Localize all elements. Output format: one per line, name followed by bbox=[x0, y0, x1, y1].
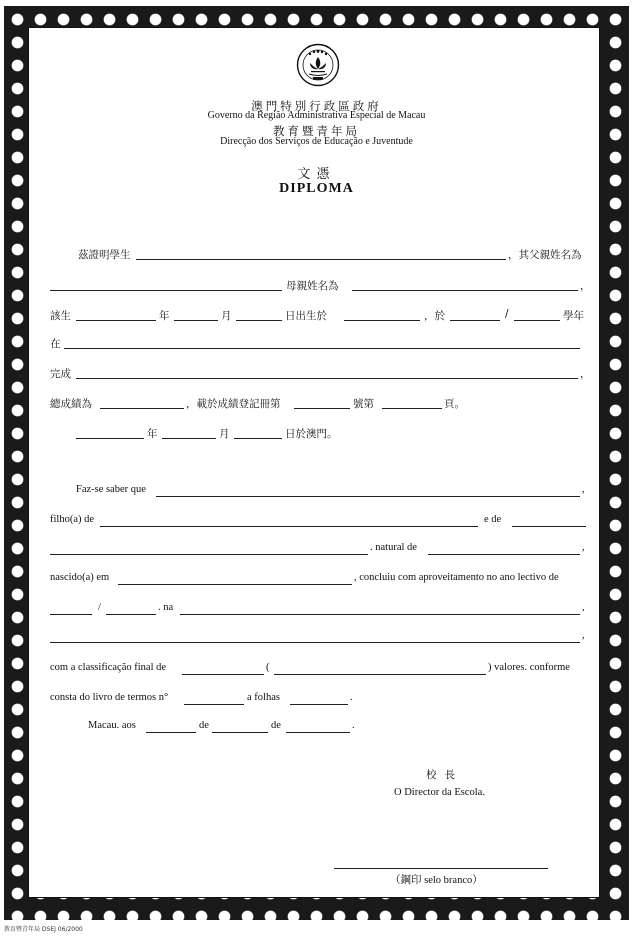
punct: ， bbox=[580, 280, 591, 292]
field-birth-year[interactable] bbox=[76, 320, 156, 321]
slash: / bbox=[505, 308, 509, 320]
field-birthplace-pt[interactable] bbox=[428, 554, 580, 555]
punct: . bbox=[352, 720, 355, 731]
label-father: ，其父親姓名為 bbox=[508, 249, 582, 261]
gov-title-zh: 澳門特別行政區政府 bbox=[251, 99, 382, 113]
punct: , bbox=[582, 630, 585, 641]
punct: ， bbox=[580, 368, 591, 380]
field-student-name[interactable] bbox=[136, 259, 506, 260]
field-year-end[interactable] bbox=[514, 320, 560, 321]
label-macau-aos: Macau. aos bbox=[88, 720, 136, 731]
label-nascido-em: nascido(a) em bbox=[50, 572, 110, 583]
label-e-de: e de bbox=[484, 514, 502, 525]
form-code: 教育暨青年局 DSEJ 06/2000 bbox=[4, 926, 83, 933]
principal-title-pt: O Director da Escola. bbox=[394, 787, 485, 798]
field-grade-words[interactable] bbox=[274, 674, 486, 675]
diploma-title-zh: 文憑 bbox=[297, 167, 336, 182]
field-birthplace[interactable] bbox=[344, 320, 420, 321]
label-filho-de: filho(a) de bbox=[50, 514, 95, 525]
field-folha-no[interactable] bbox=[290, 704, 348, 705]
label-mother: 母親姓名為 bbox=[286, 280, 339, 292]
label-page: 頁。 bbox=[444, 398, 465, 410]
label-concluiu: , concluiu com aproveitamento no ano lectivo de bbox=[354, 572, 559, 583]
label-born-in: 日出生於 bbox=[285, 310, 327, 322]
field-course-pt[interactable] bbox=[50, 642, 580, 643]
label-na: . na bbox=[158, 602, 174, 613]
field-course[interactable] bbox=[76, 378, 578, 379]
field-mother-name[interactable] bbox=[352, 290, 578, 291]
slash: / bbox=[98, 602, 101, 613]
field-issue-day-pt[interactable] bbox=[146, 732, 196, 733]
seal-label: （鋼印 selo branco） bbox=[390, 875, 483, 886]
label-school-year: 學年 bbox=[563, 310, 584, 322]
field-birth-month[interactable] bbox=[174, 320, 218, 321]
label-year: 年 bbox=[147, 428, 158, 440]
field-grade-number[interactable] bbox=[182, 674, 264, 675]
punct: , bbox=[582, 602, 585, 613]
label-in-macau: 日於澳門。 bbox=[285, 428, 338, 440]
dept-title-zh: 教育暨青年局 bbox=[273, 124, 360, 138]
field-book-no[interactable] bbox=[184, 704, 244, 705]
field-page-no[interactable] bbox=[382, 408, 442, 409]
macau-emblem-icon bbox=[296, 43, 340, 87]
field-school-pt[interactable] bbox=[180, 614, 580, 615]
label-de: de bbox=[271, 720, 281, 731]
field-issue-month-pt[interactable] bbox=[212, 732, 268, 733]
field-issue-day[interactable] bbox=[234, 438, 282, 439]
diploma-sheet bbox=[28, 27, 600, 898]
field-issue-year[interactable] bbox=[76, 438, 144, 439]
label-student-born: 該生 bbox=[50, 310, 71, 322]
field-lective-start[interactable] bbox=[50, 614, 92, 615]
label-month: 月 bbox=[221, 310, 232, 322]
label-completed: 完成 bbox=[50, 368, 71, 380]
label-year: 年 bbox=[159, 310, 170, 322]
label-final-grade: 總成績為 bbox=[50, 398, 92, 410]
field-father-name[interactable] bbox=[50, 290, 282, 291]
label-number: 號第 bbox=[353, 398, 374, 410]
field-lective-end[interactable] bbox=[106, 614, 156, 615]
field-issue-year-pt[interactable] bbox=[286, 732, 350, 733]
gov-title-pt: Governo da Região Administrativa Especial de Macau bbox=[207, 110, 426, 121]
paren-open: ( bbox=[266, 662, 270, 673]
label-in: 在 bbox=[50, 338, 61, 350]
label-faz-se-saber: Faz-se saber que bbox=[76, 484, 146, 495]
label-month: 月 bbox=[219, 428, 230, 440]
dept-title-pt: Direcção dos Serviços de Educação e Juventude bbox=[220, 136, 413, 147]
field-birth-date-pt[interactable] bbox=[118, 584, 352, 585]
label-student: 茲證明學生 bbox=[78, 249, 131, 261]
label-de: de bbox=[199, 720, 209, 731]
label-classificacao: com a classificação final de bbox=[50, 662, 167, 673]
field-final-grade[interactable] bbox=[100, 408, 184, 409]
signature-line[interactable] bbox=[334, 868, 548, 869]
principal-title-zh: 校長 bbox=[426, 769, 463, 781]
field-mother-pt[interactable] bbox=[512, 526, 586, 527]
label-natural-de: . natural de bbox=[370, 542, 417, 553]
field-issue-month[interactable] bbox=[162, 438, 216, 439]
field-birth-day[interactable] bbox=[236, 320, 282, 321]
punct: . bbox=[350, 692, 353, 703]
field-father-pt[interactable] bbox=[100, 526, 478, 527]
punct: , bbox=[582, 542, 585, 553]
field-register-no[interactable] bbox=[294, 408, 350, 409]
label-at: ，於 bbox=[424, 310, 445, 322]
label-livro-termos: consta do livro de termos n° bbox=[50, 692, 169, 703]
field-school[interactable] bbox=[64, 348, 580, 349]
punct: , bbox=[582, 484, 585, 495]
diploma-title: DIPLOMA bbox=[279, 181, 354, 196]
field-year-start[interactable] bbox=[450, 320, 500, 321]
label-a-folhas: a folhas bbox=[247, 692, 280, 703]
label-valores: ) valores. conforme bbox=[488, 662, 570, 673]
field-mother-pt-cont[interactable] bbox=[50, 554, 368, 555]
label-register: ，載於成績登記冊第 bbox=[186, 398, 281, 410]
field-student-name-pt[interactable] bbox=[156, 496, 580, 497]
